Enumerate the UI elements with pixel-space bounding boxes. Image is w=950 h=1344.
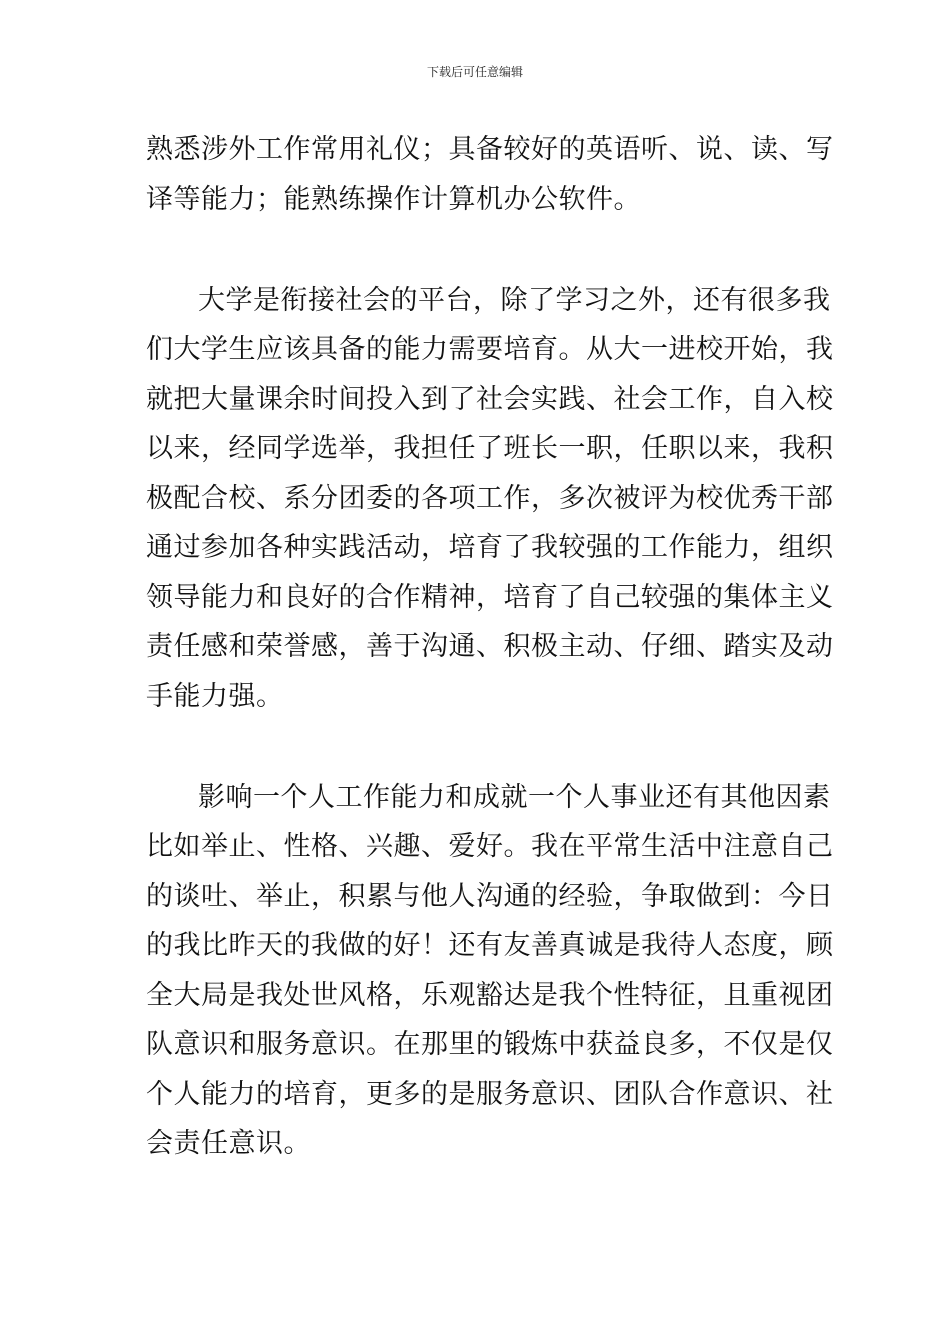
paragraph-2-line-7: 领导能力和良好的合作精神，培育了自己较强的集体主义: [146, 582, 834, 613]
paragraph-2-line-3: 就把大量课余时间投入到了社会实践、社会工作，自入校: [146, 384, 834, 415]
paragraph-2-line-8: 责任感和荣誉感，善于沟通、积极主动、仔细、踏实及动: [146, 631, 834, 662]
paragraph-1-line-1: 熟悉涉外工作常用礼仪；具备较好的英语听、说、读、写: [146, 134, 834, 165]
paragraph-2-line-6: 通过参加各种实践活动，培育了我较强的工作能力，组织: [146, 532, 834, 563]
paragraph-2-line-9: 手能力强。: [146, 681, 284, 712]
paragraph-2-line-4: 以来，经同学选举，我担任了班长一职，任职以来，我积: [146, 433, 834, 464]
paragraph-3-line-7: 个人能力的培育，更多的是服务意识、团队合作意识、社: [146, 1079, 834, 1110]
paragraph-2-line-5: 极配合校、系分团委的各项工作，多次被评为校优秀干部: [146, 483, 834, 514]
paragraph-3-line-4: 的我比昨天的我做的好！还有友善真诚是我待人态度，顾: [146, 930, 834, 961]
paragraph-3-line-8: 会责任意识。: [146, 1128, 311, 1159]
paragraph-2-line-1: 大学是衔接社会的平台，除了学习之外，还有很多我: [198, 285, 831, 316]
paragraph-3-line-2: 比如举止、性格、兴趣、爱好。我在平常生活中注意自己: [146, 831, 834, 862]
paragraph-1-line-2: 译等能力；能熟练操作计算机办公软件。: [146, 184, 641, 215]
paragraph-3-line-3: 的谈吐、举止，积累与他人沟通的经验，争取做到：今日: [146, 881, 834, 912]
paragraph-3-line-5: 全大局是我处世风格，乐观豁达是我个性特征，且重视团: [146, 980, 834, 1011]
paragraph-2-line-2: 们大学生应该具备的能力需要培育。从大一进校开始，我: [146, 334, 834, 365]
page-header: 下载后可任意编辑: [426, 65, 523, 79]
paragraph-3-line-6: 队意识和服务意识。在那里的锻炼中获益良多，不仅是仅: [146, 1029, 834, 1060]
paragraph-3-line-1: 影响一个人工作能力和成就一个人事业还有其他因素: [198, 782, 831, 813]
